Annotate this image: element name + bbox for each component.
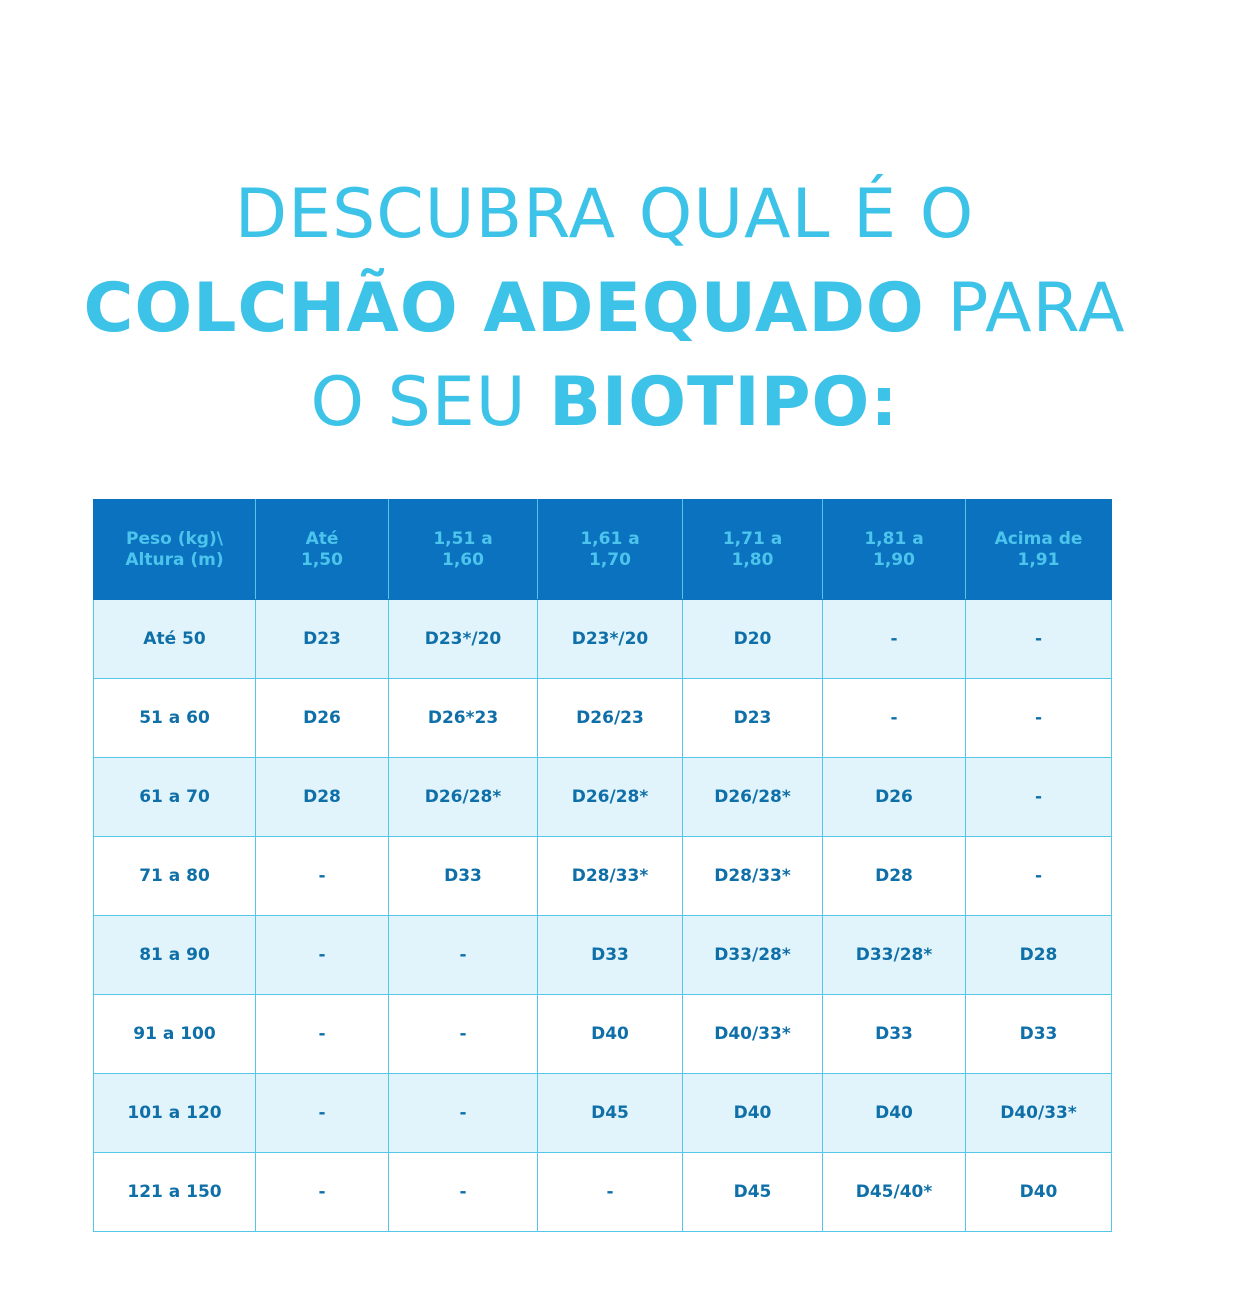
density-cell: D26: [823, 758, 966, 837]
density-cell: -: [389, 916, 538, 995]
header-cell-height-range: [823, 500, 966, 600]
density-cell: D28/33*: [538, 837, 683, 916]
header-cell-text-line: 1,71 a: [722, 528, 783, 549]
density-cell: D23: [683, 679, 823, 758]
header-cell-text-line: 1,50: [301, 549, 343, 570]
table-row: [94, 758, 1112, 837]
density-cell: D28/33*: [683, 837, 823, 916]
header-cell-height-range: [256, 500, 389, 600]
headline-line-1: DESCUBRA QUAL É O: [234, 175, 975, 254]
table-row: [94, 600, 1112, 679]
header-cell-height-range: [538, 500, 683, 600]
density-cell: -: [966, 837, 1112, 916]
weight-range-cell: 91 a 100: [94, 995, 256, 1074]
table-row: [94, 1074, 1112, 1153]
header-cell-text-line: 1,51 a: [433, 528, 493, 549]
density-cell: -: [823, 679, 966, 758]
density-cell: D26/23: [538, 679, 683, 758]
density-cell: D40: [683, 1074, 823, 1153]
header-cell-text-line: Altura (m): [125, 549, 224, 570]
mattress-density-table: [93, 499, 1112, 1232]
density-cell: D26/28*: [389, 758, 538, 837]
header-cell-text-line: 1,80: [731, 549, 774, 570]
density-cell: D26: [256, 679, 389, 758]
density-cell: D33: [389, 837, 538, 916]
density-cell: D26*23: [389, 679, 538, 758]
header-cell-text-line: 1,70: [589, 549, 631, 570]
weight-range-cell: 61 a 70: [94, 758, 256, 837]
table-body: [94, 600, 1112, 1232]
density-cell: D26/28*: [683, 758, 823, 837]
headline-emphasis-mattress: COLCHÃO ADEQUADO: [83, 269, 925, 348]
density-cell: D40: [966, 1153, 1112, 1232]
weight-range-cell: Até 50: [94, 600, 256, 679]
table-row: [94, 1153, 1112, 1232]
headline-emphasis-biotype: BIOTIPO:: [549, 363, 899, 442]
table-row: [94, 679, 1112, 758]
header-cell-text-line: Até: [305, 528, 339, 549]
density-cell: D40: [538, 995, 683, 1074]
density-cell: D40/33*: [966, 1074, 1112, 1153]
density-cell: -: [256, 1074, 389, 1153]
density-cell: D33/28*: [683, 916, 823, 995]
density-cell: D23*/20: [538, 600, 683, 679]
header-cell-height-range: [966, 500, 1112, 600]
density-cell: D23*/20: [389, 600, 538, 679]
table-row: [94, 916, 1112, 995]
density-cell: -: [256, 995, 389, 1074]
density-cell: D20: [683, 600, 823, 679]
density-cell: -: [256, 837, 389, 916]
weight-range-cell: 121 a 150: [94, 1153, 256, 1232]
density-cell: -: [389, 995, 538, 1074]
header-cell-text-line: 1,81 a: [864, 528, 924, 549]
header-cell-height-range: [683, 500, 823, 600]
density-cell: -: [966, 679, 1112, 758]
headline-line-2: [0, 262, 1209, 356]
density-cell: D28: [256, 758, 389, 837]
density-cell: -: [256, 1153, 389, 1232]
headline-line-2-rest: PARA: [924, 269, 1126, 348]
table-row: [94, 837, 1112, 916]
header-cell-text-line: 1,91: [1017, 549, 1060, 570]
density-cell: -: [966, 758, 1112, 837]
density-cell: D26/28*: [538, 758, 683, 837]
table-row: [94, 995, 1112, 1074]
table-header: [94, 500, 1112, 600]
density-cell: -: [389, 1153, 538, 1232]
weight-range-cell: 101 a 120: [94, 1074, 256, 1153]
density-cell: D33/28*: [823, 916, 966, 995]
header-cell-text-line: 1,90: [873, 549, 915, 570]
page-headline: [0, 168, 1209, 450]
density-cell: D45: [538, 1074, 683, 1153]
density-cell: -: [823, 600, 966, 679]
headline-line-3-start: O SEU: [310, 363, 550, 442]
density-cell: D28: [823, 837, 966, 916]
weight-range-cell: 51 a 60: [94, 679, 256, 758]
density-cell: -: [256, 916, 389, 995]
density-cell: -: [389, 1074, 538, 1153]
header-cell-text-line: 1,61 a: [580, 528, 640, 549]
table-header-row: [94, 500, 1112, 600]
density-cell: D23: [256, 600, 389, 679]
density-cell: -: [538, 1153, 683, 1232]
density-cell: D33: [538, 916, 683, 995]
header-cell-text-line: Peso (kg)\: [126, 528, 223, 549]
header-cell-text-line: 1,60: [442, 549, 484, 570]
density-cell: D45/40*: [823, 1153, 966, 1232]
density-cell: D40: [823, 1074, 966, 1153]
headline-line-3: [0, 356, 1209, 450]
density-cell: D45: [683, 1153, 823, 1232]
density-cell: D33: [823, 995, 966, 1074]
header-cell-weight-height: [94, 500, 256, 600]
header-cell-height-range: [389, 500, 538, 600]
weight-range-cell: 81 a 90: [94, 916, 256, 995]
density-cell: D28: [966, 916, 1112, 995]
weight-range-cell: 71 a 80: [94, 837, 256, 916]
header-cell-text-line: Acima de: [994, 528, 1083, 549]
density-cell: -: [966, 600, 1112, 679]
density-cell: D40/33*: [683, 995, 823, 1074]
density-cell: D33: [966, 995, 1112, 1074]
